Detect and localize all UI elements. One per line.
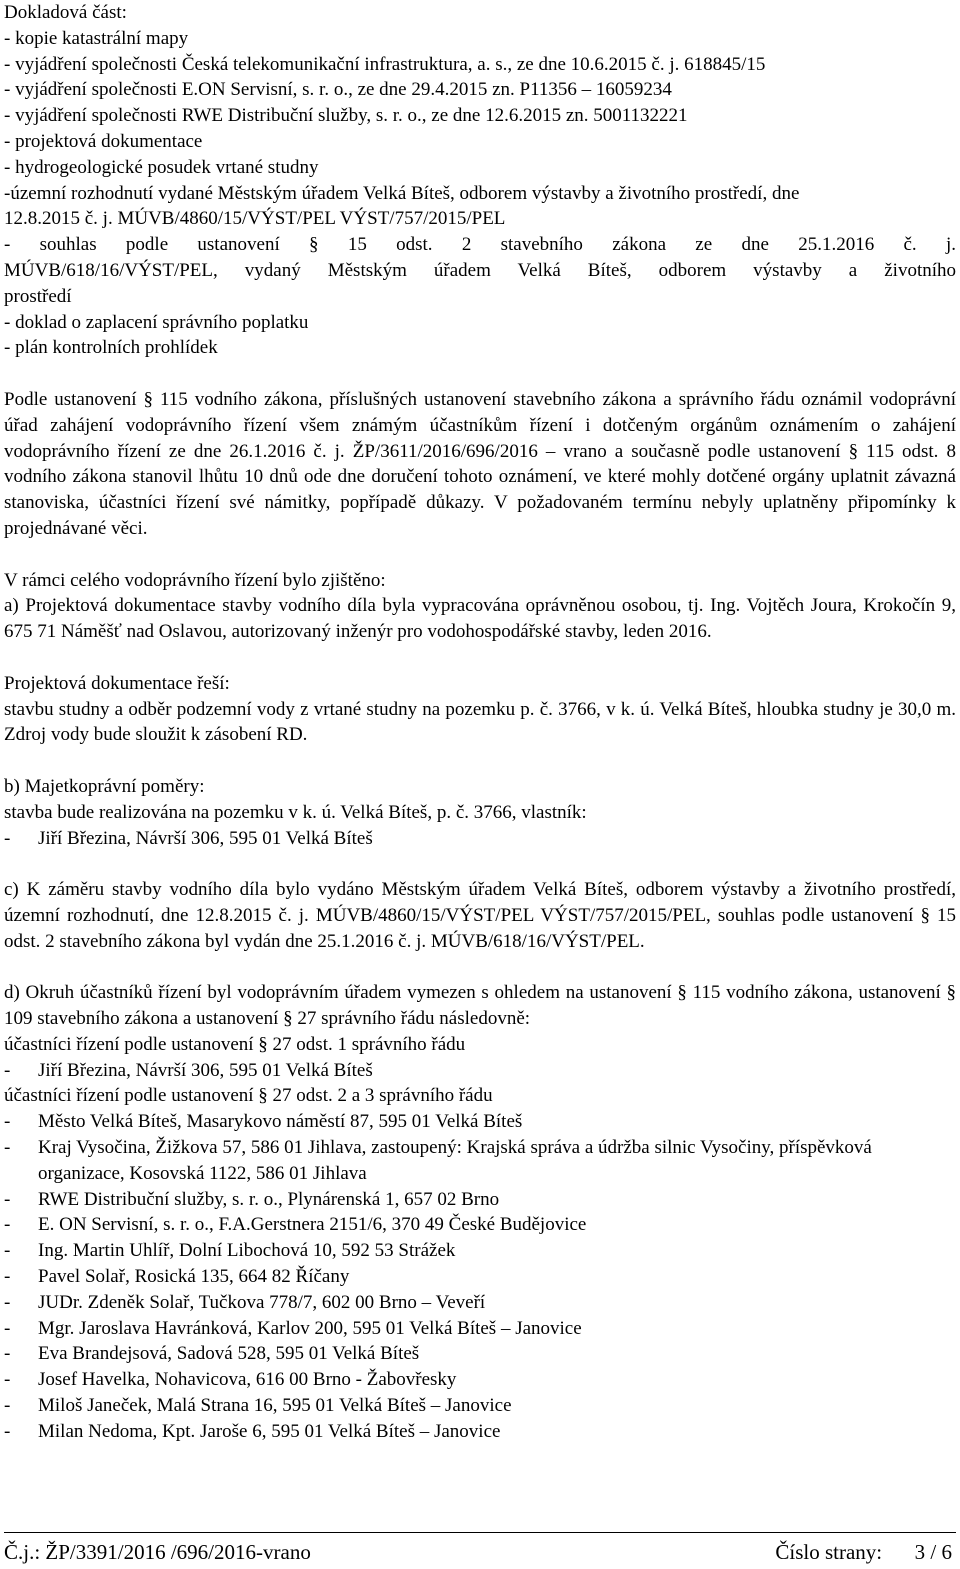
- finding-d: d) Okruh účastníků řízení byl vodoprávním úřadem vymezen s ohledem na ustanovení § 115 vodního zákona, ustanovení § 109 stavebního zákona a ustanovení § 27 správního řádu následovně:: [4, 982, 956, 1030]
- list-item: [4, 1316, 956, 1342]
- participant-text: Město Velká Bíteš, Masarykovo náměstí 87, 595 01 Velká Bíteš: [38, 1111, 523, 1133]
- finding-c: c) K záměru stavby vodního díla bylo vydáno Městským úřadem Velká Bíteš, odborem výstavby a životního prostředí, územní rozhodnutí, dne 12.8.2015 č. j. MÚVB/4860/15/VÝST/PEL VÝST/757/2015/PEL, souhlas podle ustanovení § 15 odst. 2 stavebního zákona byl vydán dne 25.1.2016 č. j. MÚVB/618/16/VÝST/PEL.: [4, 879, 956, 952]
- list-dash: -: [4, 1420, 11, 1442]
- list-item: [4, 1367, 956, 1393]
- document-item: - hydrogeologické posudek vrtané studny: [4, 156, 319, 178]
- participant-text: Milan Nedoma, Kpt. Jaroše 6, 595 01 Velká Bíteš – Janovice: [38, 1420, 501, 1442]
- participants-1-list: [4, 1058, 956, 1084]
- footer-page-number: [775, 1537, 952, 1567]
- list-item: [4, 1187, 956, 1213]
- participant-text: JUDr. Zdeněk Solař, Tučkova 778/7, 602 00 Brno – Veveří: [38, 1291, 486, 1313]
- section-title: Dokladová část:: [4, 2, 127, 23]
- list-dash: -: [4, 1395, 11, 1417]
- document-item-consent-end: prostředí: [4, 285, 72, 307]
- document-item-fee: - doklad o zaplacení správního poplatku: [4, 311, 309, 333]
- participant-text: RWE Distribuční služby, s. r. o., Plynárenská 1, 657 02 Brno: [38, 1188, 500, 1210]
- document-item: - vyjádření společnosti Česká telekomunikační infrastruktura, a. s., ze dne 10.6.2015 č. j. 618845/15: [4, 53, 766, 75]
- participant-text: Mgr. Jaroslava Havránková, Karlov 200, 595 01 Velká Bíteš – Janovice: [38, 1317, 582, 1339]
- footer-reference: Č.j.: ŽP/3391/2016 /696/2016-vrano: [4, 1540, 311, 1564]
- document-item: - kopie katastrální mapy: [4, 27, 189, 49]
- findings-title: V rámci celého vodoprávního řízení bylo zjištěno:: [4, 569, 386, 591]
- finding-a: a) Projektová dokumentace stavby vodního díla byla vypracována oprávněnou osobou, tj. Ing. Vojtěch Joura, Krokočín 9, 675 71 Náměšť nad Oslavou, autorizovaný inženýr pro vodohospodářské stavby, leden 2016.: [4, 595, 956, 643]
- document-page: [4, 0, 956, 1445]
- document-item: - vyjádření společnosti E.ON Servisní, s. r. o., ze dne 29.4.2015 zn. P11356 – 16059234: [4, 79, 672, 101]
- finding-b-title: b) Majetkoprávní poměry:: [4, 775, 205, 797]
- participant-text: Ing. Martin Uhlíř, Dolní Libochová 10, 592 53 Strážek: [38, 1240, 456, 1262]
- documents-list: [4, 26, 956, 361]
- participant-text: Josef Havelka, Nohavicova, 616 00 Brno - Žabovřesky: [38, 1369, 457, 1391]
- list-item: [4, 1290, 956, 1316]
- owner-item: [4, 826, 956, 852]
- finding-b-text: stavba bude realizována na pozemku v k. ú. Velká Bíteš, p. č. 3766, vlastník:: [4, 801, 587, 823]
- list-dash: -: [4, 1059, 11, 1081]
- participant-text: Pavel Solař, Rosická 135, 664 82 Říčany: [38, 1266, 350, 1288]
- list-item: [4, 1264, 956, 1290]
- document-item-consent: - souhlas podle ustanovení § 15 odst. 2 stavebního zákona ze dne 25.1.2016 č. j.: [4, 234, 956, 256]
- document-item-territorial-decision: -územní rozhodnutí vydané Městským úřadem Velká Bíteš, odborem výstavby a životního prostředí, dne: [4, 182, 800, 204]
- page-footer: [4, 1532, 956, 1564]
- list-item: [4, 1238, 956, 1264]
- participant-text: E. ON Servisní, s. r. o., F.A.Gerstnera 2151/6, 370 49 České Budějovice: [38, 1214, 587, 1236]
- footer-page-value: 3 / 6: [914, 1540, 952, 1564]
- list-dash: -: [4, 1317, 11, 1339]
- participant-text: Eva Brandejsová, Sadová 528, 595 01 Velká Bíteš: [38, 1343, 420, 1365]
- footer-page-label: Číslo strany:: [775, 1540, 883, 1564]
- list-item: [4, 1419, 956, 1445]
- project-title: Projektová dokumentace řeší:: [4, 672, 230, 694]
- list-dash: -: [4, 1266, 11, 1288]
- list-dash: -: [4, 1240, 11, 1262]
- list-item: [4, 1109, 956, 1135]
- participant-text: Miloš Janeček, Malá Strana 16, 595 01 Velká Bíteš – Janovice: [38, 1395, 512, 1417]
- list-dash: -: [4, 1188, 11, 1210]
- list-dash: -: [4, 1369, 11, 1391]
- list-dash: -: [4, 1291, 11, 1313]
- list-item: [4, 1135, 956, 1187]
- list-dash: -: [4, 1137, 11, 1159]
- owner-text: Jiří Březina, Návrší 306, 595 01 Velká Bíteš: [38, 827, 373, 849]
- list-item: [4, 1212, 956, 1238]
- participants-2-list: [4, 1109, 956, 1444]
- list-dash: -: [4, 827, 11, 849]
- document-item-plan: - plán kontrolních prohlídek: [4, 337, 218, 359]
- document-item-territorial-decision-ref: 12.8.2015 č. j. MÚVB/4860/15/VÝST/PEL VÝST/757/2015/PEL: [4, 208, 506, 230]
- list-dash: -: [4, 1214, 11, 1236]
- participant-text: Jiří Březina, Návrší 306, 595 01 Velká Bíteš: [38, 1059, 373, 1081]
- document-item: - projektová dokumentace: [4, 130, 203, 152]
- participants-1-title: účastníci řízení podle ustanovení § 27 odst. 1 správního řádu: [4, 1033, 466, 1055]
- list-dash: -: [4, 1343, 11, 1365]
- participants-2-title: účastníci řízení podle ustanovení § 27 odst. 2 a 3 správního řádu: [4, 1085, 493, 1107]
- list-item: [4, 1058, 956, 1084]
- document-item-consent-ref: MÚVB/618/16/VÝST/PEL, vydaný Městským úřadem Velká Bíteš, odborem výstavby a životního: [4, 259, 956, 281]
- list-item: [4, 1393, 956, 1419]
- project-text: stavbu studny a odběr podzemní vody z vrtané studny na pozemku p. č. 3766, v k. ú. Velká Bíteš, hloubka studny je 30,0 m. Zdroj vody bude sloužit k zásobení RD.: [4, 698, 956, 746]
- notice-paragraph: Podle ustanovení § 115 vodního zákona, příslušných ustanovení stavebního zákona a správního řádu oznámil vodoprávní úřad zahájení vodoprávního řízení všem známým účastníkům řízení i dotčeným orgánům oznámením o zahájení vodoprávního řízení ze dne 26.1.2016 č. j. ŽP/3611/2016/696/2016 – vrano a současně podle ustanovení § 115 odst. 8 vodního zákona stanovil lhůtu 10 dnů ode dne doručení tohoto oznámení, ve které mohly dotčené orgány uplatnit závazná stanoviska, účastníci řízení své námitky, popřípadě důkazy. V požadovaném termínu nebyly uplatněny připomínky k projednávané věci.: [4, 388, 956, 539]
- participant-text: Kraj Vysočina, Žižkova 57, 586 01 Jihlava, zastoupený: Krajská správa a údržba silnic Vysočiny, příspěvková organizace, Kosovská 1122, 586 01 Jihlava: [38, 1137, 872, 1184]
- list-dash: -: [4, 1111, 11, 1133]
- document-item: - vyjádření společnosti RWE Distribuční služby, s. r. o., ze dne 12.6.2015 zn. 5001132221: [4, 105, 688, 127]
- list-item: [4, 1341, 956, 1367]
